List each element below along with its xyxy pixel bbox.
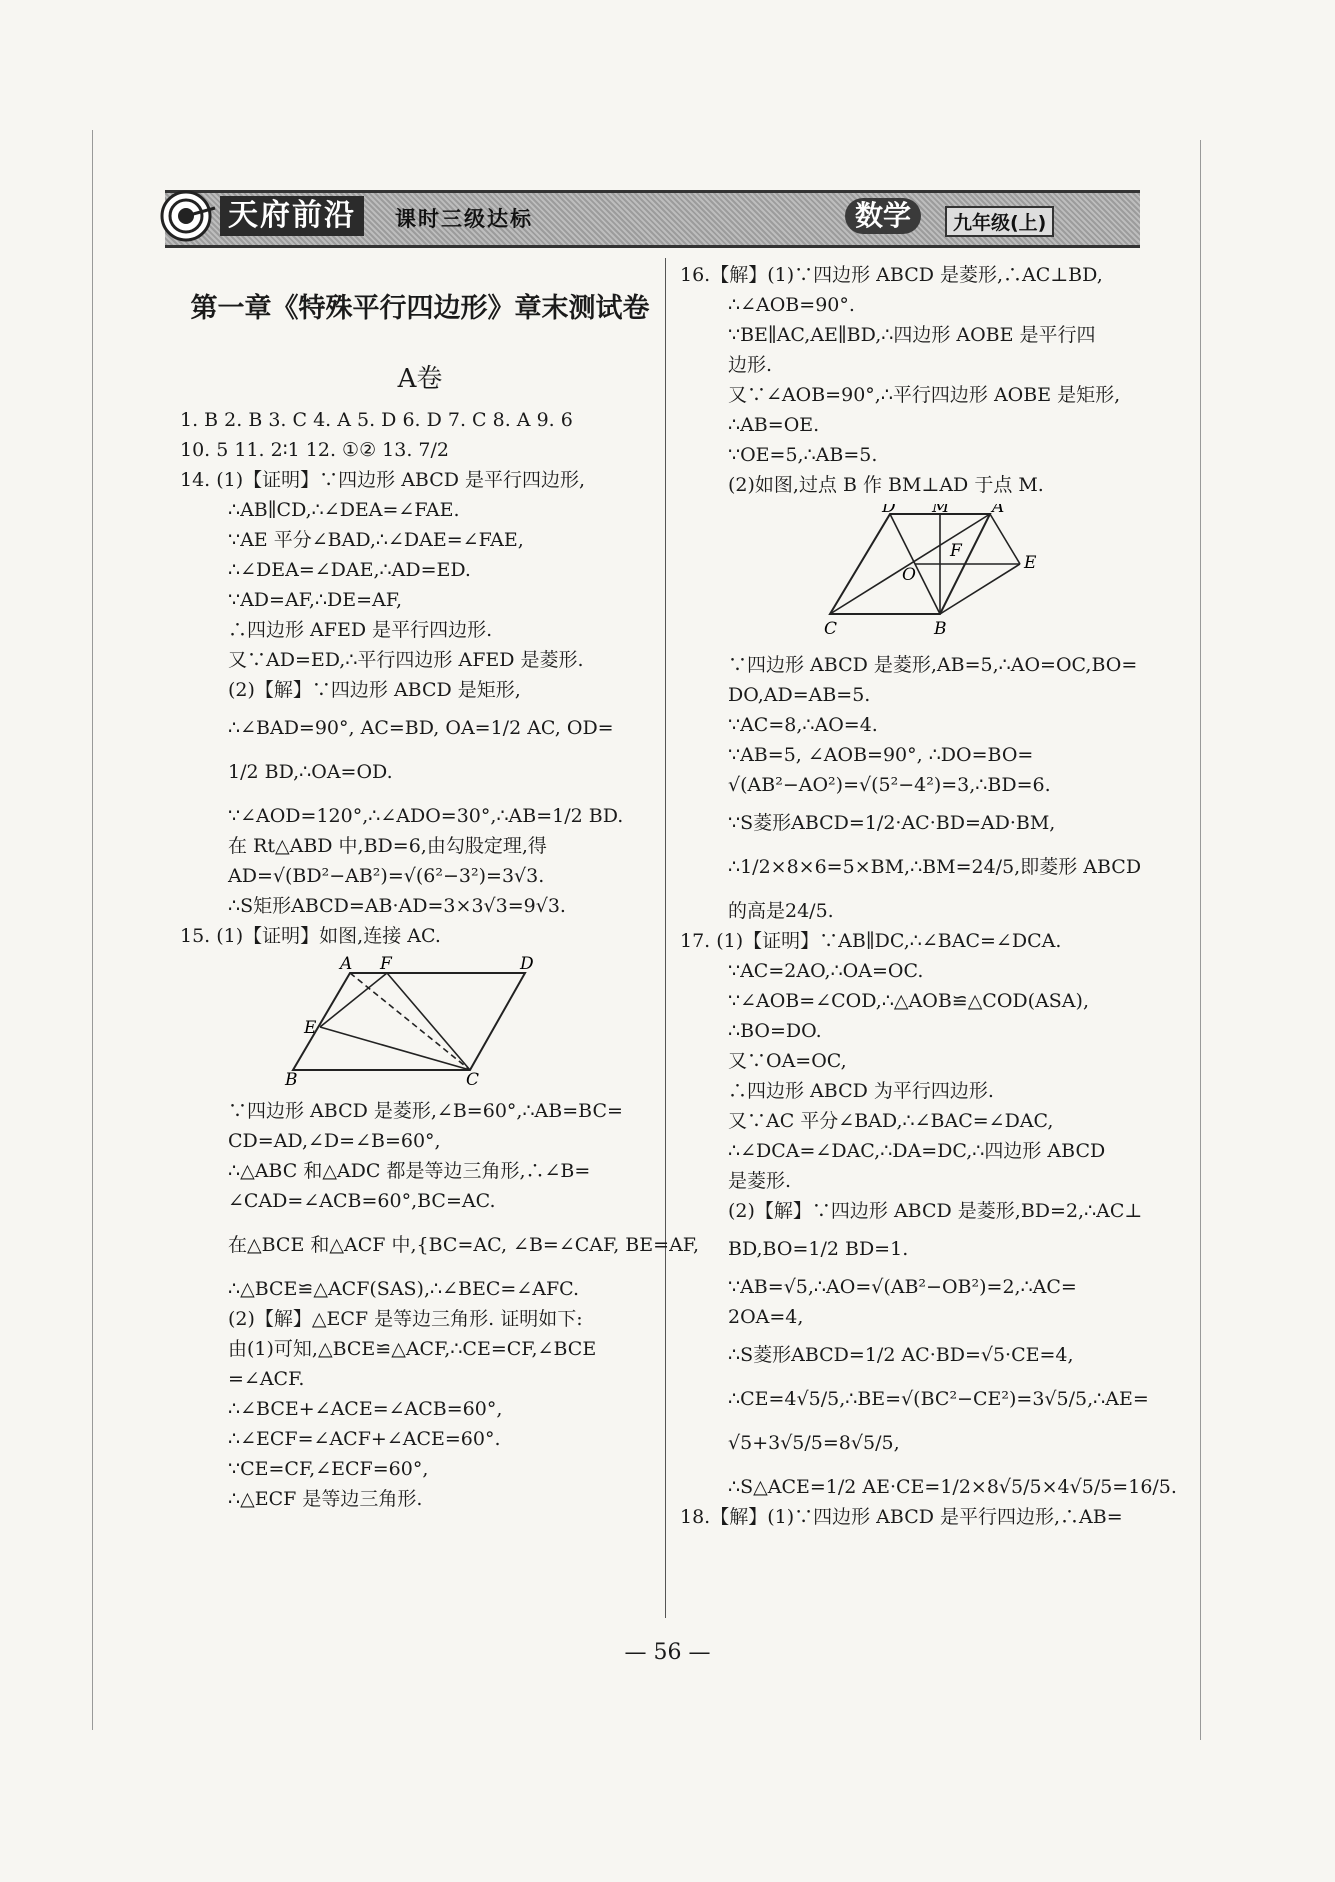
answer-line: ∵OE=5,∴AB=5. xyxy=(728,444,878,466)
fig16-label: C xyxy=(824,619,838,639)
answer-line: ∵∠AOB=∠COD,∴△AOB≌△COD(ASA), xyxy=(728,990,1089,1012)
answer-line: ∵CE=CF,∠ECF=60°, xyxy=(228,1458,429,1480)
answer-line: ∴∠DEA=∠DAE,∴AD=ED. xyxy=(228,559,471,581)
fig16-label: D xyxy=(882,504,896,517)
answer-line: =∠ACF. xyxy=(228,1368,305,1390)
answer-line: 边形. xyxy=(728,354,773,376)
answer-line: ∠CAD=∠ACB=60°,BC=AC. xyxy=(228,1190,496,1212)
figure-16-rhombus xyxy=(680,504,1160,639)
brand-title: 天府前沿 xyxy=(220,196,364,236)
answer-line: ∵BE∥AC,AE∥BD,∴四边形 AOBE 是平行四 xyxy=(728,324,1096,346)
answer-line: 18.【解】(1)∵四边形 ABCD 是平行四边形,∴AB= xyxy=(680,1506,1123,1528)
answer-line: 又∵∠AOB=90°,∴平行四边形 AOBE 是矩形, xyxy=(728,384,1121,406)
answer-line: ∴AB∥CD,∴∠DEA=∠FAE. xyxy=(228,499,460,521)
subject-badge: 数学 xyxy=(845,198,921,234)
answer-line: ∴△BCE≌△ACF(SAS),∴∠BEC=∠AFC. xyxy=(228,1278,580,1300)
answer-line: ∵S菱形ABCD=1/2·AC·BD=AD·BM, xyxy=(728,812,1056,834)
left-margin-line xyxy=(92,130,93,1730)
brand-subtitle: 课时三级达标 xyxy=(395,207,533,231)
answer-line: ∴四边形 AFED 是平行四边形. xyxy=(228,619,493,641)
answer-line: ∵∠AOD=120°,∴∠ADO=30°,∴AB=1/2 BD. xyxy=(228,805,624,827)
answer-line: 1. B 2. B 3. C 4. A 5. D 6. D 7. C 8. A 9. 6 xyxy=(180,409,573,431)
answer-line: ∴∠ECF=∠ACF+∠ACE=60°. xyxy=(228,1428,501,1450)
page-title: 第一章《特殊平行四边形》章末测试卷 xyxy=(190,293,650,324)
answer-line: ∵四边形 ABCD 是菱形,∠B=60°,∴AB=BC= xyxy=(228,1100,623,1122)
fig15-label: B xyxy=(285,1070,298,1085)
answer-line: 又∵AC 平分∠BAD,∴∠BAC=∠DAC, xyxy=(728,1110,1054,1132)
answer-line: 10. 5 11. 2∶1 12. ①② 13. 7/2 xyxy=(180,439,449,461)
section-title: A卷 xyxy=(397,364,443,394)
answer-line: ∴CE=4√5/5,∴BE=√(BC²−CE²)=3√5/5,∴AE= xyxy=(728,1388,1149,1410)
answer-line: ∴1/2×8×6=5×BM,∴BM=24/5,即菱形 ABCD xyxy=(728,856,1142,878)
answer-line: ∵AB=5, ∠AOB=90°, ∴DO=BO= xyxy=(728,744,1034,766)
answer-line: ∴AB=OE. xyxy=(728,414,820,436)
answer-line: ∴∠AOB=90°. xyxy=(728,294,855,316)
fig15-label: D xyxy=(520,955,534,974)
fig15-label: C xyxy=(466,1070,480,1085)
fig15-label: A xyxy=(340,955,353,974)
answer-line: ∴BO=DO. xyxy=(728,1020,822,1042)
answer-line: √5+3√5/5=8√5/5, xyxy=(728,1432,900,1454)
answer-line: 的高是24/5. xyxy=(728,900,834,922)
answer-line: (2)【解】△ECF 是等边三角形. 证明如下: xyxy=(228,1308,583,1330)
answer-line: 在 Rt△ABD 中,BD=6,由勾股定理,得 xyxy=(228,835,547,857)
answer-line: (2)如图,过点 B 作 BM⊥AD 于点 M. xyxy=(728,474,1044,496)
fig16-label: O xyxy=(902,565,916,585)
answer-line: 由(1)可知,△BCE≌△ACF,∴CE=CF,∠BCE xyxy=(228,1338,597,1360)
answer-line: ∴S△ACE=1/2 AE·CE=1/2×8√5/5×4√5/5=16/5. xyxy=(728,1476,1177,1498)
answer-line: 14. (1)【证明】∵四边形 ABCD 是平行四边形, xyxy=(180,469,586,491)
answer-line: ∴△ECF 是等边三角形. xyxy=(228,1488,423,1510)
answer-line: ∵AE 平分∠BAD,∴∠DAE=∠FAE, xyxy=(228,529,524,551)
fig15-label: E xyxy=(304,1018,317,1038)
page-number: — 56 — xyxy=(624,1640,711,1665)
answer-line: 在△BCE 和△ACF 中,{BC=AC, ∠B=∠CAF, BE=AF, xyxy=(228,1234,700,1256)
answer-line: (2)【解】∵四边形 ABCD 是菱形,BD=2,∴AC⊥ xyxy=(728,1200,1143,1222)
right-column xyxy=(680,260,1177,1532)
answer-line: 15. (1)【证明】如图,连接 AC. xyxy=(180,925,441,947)
answer-line: 又∵OA=OC, xyxy=(728,1050,847,1072)
fig15-label: F xyxy=(380,955,392,974)
answer-line: ∴∠BCE+∠ACE=∠ACB=60°, xyxy=(228,1398,503,1420)
answer-line: ∴∠DCA=∠DAC,∴DA=DC,∴四边形 ABCD xyxy=(728,1140,1106,1162)
target-logo-icon xyxy=(160,188,216,244)
right-margin-line xyxy=(1200,140,1201,1740)
fig16-label: E xyxy=(1024,553,1037,573)
answer-line: ∵四边形 ABCD 是菱形,AB=5,∴AO=OC,BO= xyxy=(728,654,1138,676)
fig16-label: A xyxy=(992,504,1005,517)
answer-line: AD=√(BD²−AB²)=√(6²−3²)=3√3. xyxy=(228,865,545,887)
answer-line: ∴四边形 ABCD 为平行四边形. xyxy=(728,1080,994,1102)
answer-line: ∴∠BAD=90°, AC=BD, OA=1/2 AC, OD= xyxy=(228,717,614,739)
answer-line: 2OA=4, xyxy=(728,1306,804,1328)
fig16-label: M xyxy=(932,504,950,517)
answer-line: 1/2 BD,∴OA=OD. xyxy=(228,761,393,783)
fig16-label: F xyxy=(950,541,962,561)
answer-line: ∴S菱形ABCD=1/2 AC·BD=√5·CE=4, xyxy=(728,1344,1074,1366)
answer-line: 16.【解】(1)∵四边形 ABCD 是菱形,∴AC⊥BD, xyxy=(680,264,1103,286)
answer-line: CD=AD,∠D=∠B=60°, xyxy=(228,1130,441,1152)
answer-line: 17. (1)【证明】∵AB∥DC,∴∠BAC=∠DCA. xyxy=(680,930,1062,952)
answer-line: ∴△ABC 和△ADC 都是等边三角形,∴∠B= xyxy=(228,1160,591,1182)
answer-line: (2)【解】∵四边形 ABCD 是矩形, xyxy=(228,679,521,701)
answer-line: DO,AD=AB=5. xyxy=(728,684,871,706)
fig16-label: B xyxy=(934,619,947,639)
figure-15-rhombus xyxy=(180,955,660,1085)
answer-line: ∵AC=8,∴AO=4. xyxy=(728,714,878,736)
left-column xyxy=(180,405,700,1514)
answer-line: ∵AB=√5,∴AO=√(AB²−OB²)=2,∴AC= xyxy=(728,1276,1077,1298)
answer-line: BD,BO=1/2 BD=1. xyxy=(728,1238,909,1260)
answer-line: ∵AC=2AO,∴OA=OC. xyxy=(728,960,924,982)
answer-line: ∵AD=AF,∴DE=AF, xyxy=(228,589,403,611)
answer-line: ∴S矩形ABCD=AB·AD=3×3√3=9√3. xyxy=(228,895,566,917)
answer-line: 又∵AD=ED,∴平行四边形 AFED 是菱形. xyxy=(228,649,584,671)
answer-line: 是菱形. xyxy=(728,1170,792,1192)
column-divider xyxy=(665,258,666,1618)
answer-line: √(AB²−AO²)=√(5²−4²)=3,∴BD=6. xyxy=(728,774,1051,796)
grade-label: 九年级(上) xyxy=(945,206,1054,237)
